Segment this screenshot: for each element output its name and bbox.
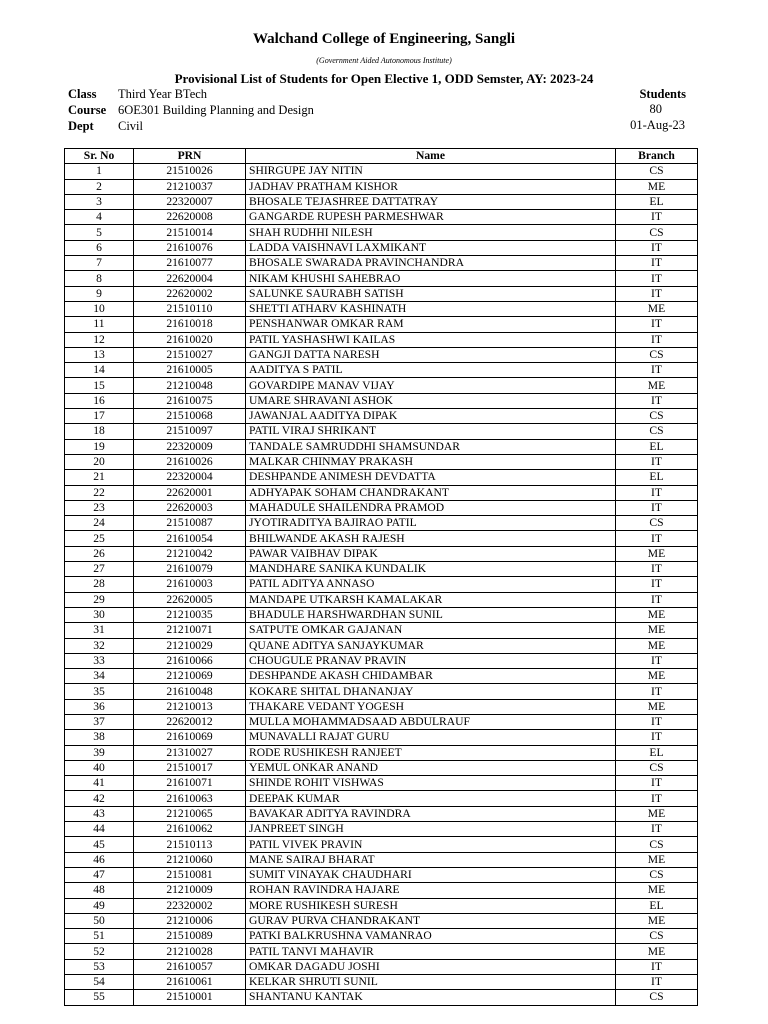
branch-cell: ME [616, 301, 698, 316]
sr-no-cell: 1 [65, 164, 134, 179]
table-row [65, 730, 698, 745]
table-row [65, 852, 698, 867]
branch-cell: CS [616, 424, 698, 439]
branch-cell: ME [616, 944, 698, 959]
prn-cell: 21610076 [134, 240, 246, 255]
sr-no-cell: 37 [65, 714, 134, 729]
prn-cell: 21210060 [134, 852, 246, 867]
prn-cell: 21210042 [134, 546, 246, 561]
branch-cell: CS [616, 225, 698, 240]
branch-cell: CS [616, 409, 698, 424]
table-row [65, 867, 698, 882]
branch-cell: IT [616, 822, 698, 837]
name-cell: SHIRGUPE JAY NITIN [246, 164, 616, 179]
prn-cell: 22620004 [134, 271, 246, 286]
prn-cell: 21510081 [134, 867, 246, 882]
prn-cell: 21610061 [134, 975, 246, 990]
sr-no-cell: 32 [65, 638, 134, 653]
sr-no-cell: 40 [65, 760, 134, 775]
name-cell: SHINDE ROHIT VISHWAS [246, 776, 616, 791]
sr-no-cell: 21 [65, 470, 134, 485]
header-name: Name [246, 149, 616, 164]
name-cell: OMKAR DAGADU JOSHI [246, 959, 616, 974]
students-count: 80 [649, 102, 662, 116]
branch-cell: EL [616, 745, 698, 760]
dept-value: Civil [118, 119, 144, 133]
name-cell: JYOTIRADITYA BAJIRAO PATIL [246, 516, 616, 531]
table-row [65, 485, 698, 500]
table-row [65, 225, 698, 240]
sr-no-cell: 46 [65, 852, 134, 867]
branch-cell: EL [616, 470, 698, 485]
table-row [65, 301, 698, 316]
prn-cell: 21310027 [134, 745, 246, 760]
sr-no-cell: 8 [65, 271, 134, 286]
name-cell: JANPREET SINGH [246, 822, 616, 837]
branch-cell: IT [616, 286, 698, 301]
prn-cell: 21610026 [134, 454, 246, 469]
name-cell: DESHPANDE AKASH CHIDAMBAR [246, 669, 616, 684]
branch-cell: ME [616, 913, 698, 928]
sr-no-cell: 38 [65, 730, 134, 745]
name-cell: GOVARDIPE MANAV VIJAY [246, 378, 616, 393]
prn-cell: 21510097 [134, 424, 246, 439]
prn-cell: 21510001 [134, 990, 246, 1005]
branch-cell: IT [616, 454, 698, 469]
table-row [65, 531, 698, 546]
table-row [65, 347, 698, 362]
prn-cell: 21510027 [134, 347, 246, 362]
branch-cell: ME [616, 699, 698, 714]
header-branch: Branch [616, 149, 698, 164]
table-row [65, 378, 698, 393]
prn-cell: 21510026 [134, 164, 246, 179]
table-row [65, 975, 698, 990]
name-cell: KELKAR SHRUTI SUNIL [246, 975, 616, 990]
branch-cell: ME [616, 546, 698, 561]
sr-no-cell: 47 [65, 867, 134, 882]
sr-no-cell: 5 [65, 225, 134, 240]
prn-cell: 21510089 [134, 929, 246, 944]
branch-cell: IT [616, 271, 698, 286]
branch-cell: CS [616, 760, 698, 775]
prn-cell: 22320004 [134, 470, 246, 485]
table-row [65, 944, 698, 959]
table-row [65, 179, 698, 194]
sr-no-cell: 4 [65, 210, 134, 225]
branch-cell: ME [616, 378, 698, 393]
table-body [65, 164, 698, 1005]
sr-no-cell: 10 [65, 301, 134, 316]
name-cell: PATIL VIRAJ SHRIKANT [246, 424, 616, 439]
course-value: 6OE301 Building Planning and Design [118, 103, 314, 117]
header-prn: PRN [134, 149, 246, 164]
name-cell: GANGARDE RUPESH PARMESHWAR [246, 210, 616, 225]
branch-cell: IT [616, 714, 698, 729]
name-cell: BAVAKAR ADITYA RAVINDRA [246, 806, 616, 821]
table-row [65, 990, 698, 1005]
sr-no-cell: 13 [65, 347, 134, 362]
table-row [65, 240, 698, 255]
branch-cell: ME [616, 852, 698, 867]
branch-cell: IT [616, 256, 698, 271]
name-cell: PATIL VIVEK PRAVIN [246, 837, 616, 852]
sr-no-cell: 43 [65, 806, 134, 821]
prn-cell: 21610018 [134, 317, 246, 332]
sr-no-cell: 12 [65, 332, 134, 347]
name-cell: RODE RUSHIKESH RANJEET [246, 745, 616, 760]
branch-cell: IT [616, 240, 698, 255]
branch-cell: ME [616, 179, 698, 194]
name-cell: MUNAVALLI RAJAT GURU [246, 730, 616, 745]
branch-cell: ME [616, 883, 698, 898]
branch-cell: IT [616, 975, 698, 990]
sr-no-cell: 25 [65, 531, 134, 546]
sr-no-cell: 22 [65, 485, 134, 500]
sr-no-cell: 50 [65, 913, 134, 928]
branch-cell: IT [616, 562, 698, 577]
prn-cell: 22320007 [134, 194, 246, 209]
class-label: Class [68, 87, 97, 101]
table-row [65, 607, 698, 622]
branch-cell: IT [616, 210, 698, 225]
name-cell: PATKI BALKRUSHNA VAMANRAO [246, 929, 616, 944]
branch-cell: ME [616, 638, 698, 653]
name-cell: PENSHANWAR OMKAR RAM [246, 317, 616, 332]
prn-cell: 22320009 [134, 439, 246, 454]
sr-no-cell: 2 [65, 179, 134, 194]
branch-cell: IT [616, 577, 698, 592]
branch-cell: CS [616, 837, 698, 852]
sr-no-cell: 19 [65, 439, 134, 454]
table-row [65, 454, 698, 469]
prn-cell: 21510110 [134, 301, 246, 316]
table-row [65, 898, 698, 913]
name-cell: SHAH RUDHHI NILESH [246, 225, 616, 240]
table-row [65, 439, 698, 454]
prn-cell: 21210071 [134, 623, 246, 638]
branch-cell: ME [616, 607, 698, 622]
prn-cell: 21510113 [134, 837, 246, 852]
name-cell: GURAV PURVA CHANDRAKANT [246, 913, 616, 928]
sr-no-cell: 26 [65, 546, 134, 561]
prn-cell: 22620005 [134, 592, 246, 607]
prn-cell: 21210028 [134, 944, 246, 959]
table-row [65, 363, 698, 378]
table-row [65, 638, 698, 653]
branch-cell: EL [616, 194, 698, 209]
sr-no-cell: 30 [65, 607, 134, 622]
table-row [65, 653, 698, 668]
branch-cell: ME [616, 669, 698, 684]
table-row [65, 745, 698, 760]
dept-label: Dept [68, 119, 94, 133]
name-cell: BHADULE HARSHWARDHAN SUNIL [246, 607, 616, 622]
sr-no-cell: 39 [65, 745, 134, 760]
branch-cell: IT [616, 959, 698, 974]
branch-cell: IT [616, 317, 698, 332]
prn-cell: 22620003 [134, 500, 246, 515]
branch-cell: IT [616, 332, 698, 347]
prn-cell: 22620008 [134, 210, 246, 225]
prn-cell: 21210037 [134, 179, 246, 194]
name-cell: PATIL YASHASHWI KAILAS [246, 332, 616, 347]
name-cell: NIKAM KHUSHI SAHEBRAO [246, 271, 616, 286]
sr-no-cell: 44 [65, 822, 134, 837]
name-cell: MULLA MOHAMMADSAAD ABDULRAUF [246, 714, 616, 729]
branch-cell: IT [616, 653, 698, 668]
prn-cell: 21210013 [134, 699, 246, 714]
name-cell: MANE SAIRAJ BHARAT [246, 852, 616, 867]
prn-cell: 21210006 [134, 913, 246, 928]
prn-cell: 21510014 [134, 225, 246, 240]
table-row [65, 929, 698, 944]
prn-cell: 21210065 [134, 806, 246, 821]
prn-cell: 21610062 [134, 822, 246, 837]
table-row [65, 714, 698, 729]
sr-no-cell: 20 [65, 454, 134, 469]
prn-cell: 22620002 [134, 286, 246, 301]
sr-no-cell: 53 [65, 959, 134, 974]
prn-cell: 22620012 [134, 714, 246, 729]
name-cell: MORE RUSHIKESH SURESH [246, 898, 616, 913]
name-cell: JADHAV PRATHAM KISHOR [246, 179, 616, 194]
name-cell: BHOSALE TEJASHREE DATTATRAY [246, 194, 616, 209]
table-row [65, 271, 698, 286]
branch-cell: IT [616, 485, 698, 500]
sr-no-cell: 14 [65, 363, 134, 378]
name-cell: SATPUTE OMKAR GAJANAN [246, 623, 616, 638]
students-label: Students [639, 87, 686, 101]
sr-no-cell: 34 [65, 669, 134, 684]
table-row [65, 806, 698, 821]
table-row [65, 699, 698, 714]
table-row [65, 562, 698, 577]
sr-no-cell: 31 [65, 623, 134, 638]
prn-cell: 21210048 [134, 378, 246, 393]
prn-cell: 21210069 [134, 669, 246, 684]
name-cell: SHANTANU KANTAK [246, 990, 616, 1005]
header-sr-no: Sr. No [65, 149, 134, 164]
branch-cell: IT [616, 592, 698, 607]
sr-no-cell: 9 [65, 286, 134, 301]
table-row [65, 684, 698, 699]
name-cell: AADITYA S PATIL [246, 363, 616, 378]
table-row [65, 623, 698, 638]
name-cell: SUMIT VINAYAK CHAUDHARI [246, 867, 616, 882]
table-row [65, 592, 698, 607]
name-cell: MALKAR CHINMAY PRAKASH [246, 454, 616, 469]
sr-no-cell: 48 [65, 883, 134, 898]
name-cell: TANDALE SAMRUDDHI SHAMSUNDAR [246, 439, 616, 454]
prn-cell: 21210009 [134, 883, 246, 898]
table-row [65, 822, 698, 837]
branch-cell: CS [616, 929, 698, 944]
branch-cell: IT [616, 684, 698, 699]
sr-no-cell: 49 [65, 898, 134, 913]
list-title: Provisional List of Students for Open Elective 1, ODD Semster, AY: 2023-24 [174, 71, 594, 86]
table-row [65, 256, 698, 271]
sr-no-cell: 55 [65, 990, 134, 1005]
sr-no-cell: 6 [65, 240, 134, 255]
sr-no-cell: 45 [65, 837, 134, 852]
name-cell: BHILWANDE AKASH RAJESH [246, 531, 616, 546]
sr-no-cell: 51 [65, 929, 134, 944]
name-cell: PAWAR VAIBHAV DIPAK [246, 546, 616, 561]
branch-cell: EL [616, 898, 698, 913]
institute-subtitle: (Government Aided Autonomous Institute) [316, 56, 452, 65]
table-row [65, 883, 698, 898]
sr-no-cell: 15 [65, 378, 134, 393]
name-cell: YEMUL ONKAR ANAND [246, 760, 616, 775]
name-cell: SALUNKE SAURABH SATISH [246, 286, 616, 301]
name-cell: PATIL TANVI MAHAVIR [246, 944, 616, 959]
college-title: Walchand College of Engineering, Sangli [252, 31, 516, 47]
table-row [65, 164, 698, 179]
sr-no-cell: 41 [65, 776, 134, 791]
prn-cell: 21210029 [134, 638, 246, 653]
table-row [65, 577, 698, 592]
name-cell: DEEPAK KUMAR [246, 791, 616, 806]
table-row [65, 332, 698, 347]
name-cell: UMARE SHRAVANI ASHOK [246, 393, 616, 408]
name-cell: KOKARE SHITAL DHANANJAY [246, 684, 616, 699]
branch-cell: EL [616, 439, 698, 454]
branch-cell: IT [616, 776, 698, 791]
branch-cell: IT [616, 791, 698, 806]
table-row [65, 409, 698, 424]
name-cell: MAHADULE SHAILENDRA PRAMOD [246, 500, 616, 515]
sr-no-cell: 23 [65, 500, 134, 515]
branch-cell: ME [616, 806, 698, 821]
sr-no-cell: 18 [65, 424, 134, 439]
sr-no-cell: 17 [65, 409, 134, 424]
sr-no-cell: 16 [65, 393, 134, 408]
table-row [65, 913, 698, 928]
table-row [65, 791, 698, 806]
sr-no-cell: 36 [65, 699, 134, 714]
sr-no-cell: 24 [65, 516, 134, 531]
table-row [65, 393, 698, 408]
sr-no-cell: 42 [65, 791, 134, 806]
branch-cell: CS [616, 347, 698, 362]
prn-cell: 21610063 [134, 791, 246, 806]
sr-no-cell: 11 [65, 317, 134, 332]
table-row [65, 194, 698, 209]
name-cell: CHOUGULE PRANAV PRAVIN [246, 653, 616, 668]
prn-cell: 21610069 [134, 730, 246, 745]
prn-cell: 21610079 [134, 562, 246, 577]
table-row [65, 500, 698, 515]
prn-cell: 21610057 [134, 959, 246, 974]
name-cell: GANGJI DATTA NARESH [246, 347, 616, 362]
prn-cell: 21610020 [134, 332, 246, 347]
branch-cell: IT [616, 531, 698, 546]
branch-cell: CS [616, 516, 698, 531]
table-row [65, 546, 698, 561]
table-row [65, 516, 698, 531]
name-cell: BHOSALE SWARADA PRAVINCHANDRA [246, 256, 616, 271]
sr-no-cell: 33 [65, 653, 134, 668]
prn-cell: 21510017 [134, 760, 246, 775]
course-label: Course [68, 103, 107, 117]
name-cell: THAKARE VEDANT YOGESH [246, 699, 616, 714]
prn-cell: 21610066 [134, 653, 246, 668]
branch-cell: IT [616, 393, 698, 408]
table-row [65, 470, 698, 485]
sr-no-cell: 3 [65, 194, 134, 209]
prn-cell: 22320002 [134, 898, 246, 913]
list-date: 01-Aug-23 [630, 118, 685, 132]
prn-cell: 21610071 [134, 776, 246, 791]
sr-no-cell: 7 [65, 256, 134, 271]
name-cell: MANDAPE UTKARSH KAMALAKAR [246, 592, 616, 607]
prn-cell: 21610048 [134, 684, 246, 699]
branch-cell: ME [616, 623, 698, 638]
name-cell: ROHAN RAVINDRA HAJARE [246, 883, 616, 898]
name-cell: SHETTI ATHARV KASHINATH [246, 301, 616, 316]
prn-cell: 21610077 [134, 256, 246, 271]
prn-cell: 21610003 [134, 577, 246, 592]
table-row [65, 959, 698, 974]
branch-cell: IT [616, 730, 698, 745]
table-row [65, 760, 698, 775]
prn-cell: 21510068 [134, 409, 246, 424]
prn-cell: 22620001 [134, 485, 246, 500]
table-row [65, 669, 698, 684]
name-cell: DESHPANDE ANIMESH DEVDATTA [246, 470, 616, 485]
branch-cell: IT [616, 363, 698, 378]
branch-cell: CS [616, 867, 698, 882]
class-value: Third Year BTech [118, 87, 208, 101]
table-row [65, 776, 698, 791]
sr-no-cell: 35 [65, 684, 134, 699]
name-cell: QUANE ADITYA SANJAYKUMAR [246, 638, 616, 653]
prn-cell: 21210035 [134, 607, 246, 622]
table-header-row [65, 149, 698, 164]
table-row [65, 424, 698, 439]
name-cell: PATIL ADITYA ANNASO [246, 577, 616, 592]
sr-no-cell: 29 [65, 592, 134, 607]
branch-cell: CS [616, 990, 698, 1005]
prn-cell: 21610054 [134, 531, 246, 546]
prn-cell: 21610075 [134, 393, 246, 408]
name-cell: ADHYAPAK SOHAM CHANDRAKANT [246, 485, 616, 500]
branch-cell: IT [616, 500, 698, 515]
prn-cell: 21610005 [134, 363, 246, 378]
table-row [65, 317, 698, 332]
sr-no-cell: 27 [65, 562, 134, 577]
prn-cell: 21510087 [134, 516, 246, 531]
table-row [65, 837, 698, 852]
name-cell: LADDA VAISHNAVI LAXMIKANT [246, 240, 616, 255]
sr-no-cell: 54 [65, 975, 134, 990]
sr-no-cell: 52 [65, 944, 134, 959]
name-cell: MANDHARE SANIKA KUNDALIK [246, 562, 616, 577]
students-table [64, 148, 698, 1006]
sr-no-cell: 28 [65, 577, 134, 592]
table-row [65, 210, 698, 225]
name-cell: JAWANJAL AADITYA DIPAK [246, 409, 616, 424]
table-row [65, 286, 698, 301]
branch-cell: CS [616, 164, 698, 179]
